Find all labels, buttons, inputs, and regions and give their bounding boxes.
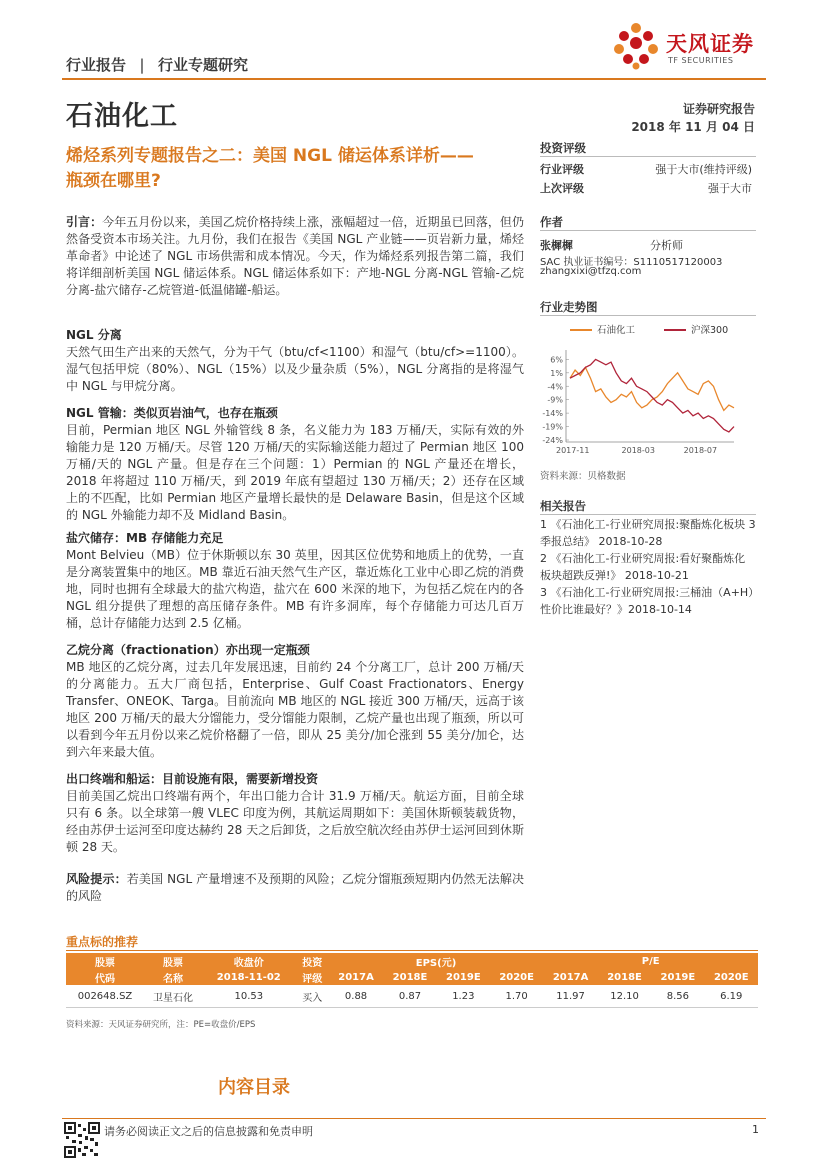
industry-trend-chart: [538, 318, 760, 460]
table-cell: 卫星石化: [144, 985, 202, 1008]
logo-text-en: TF SECURITIES: [668, 56, 734, 65]
table-cell: 002648.SZ: [66, 985, 144, 1008]
table-header-cell: 投资: [296, 953, 329, 969]
table-cell: 0.88: [329, 985, 384, 1008]
y-tick-label: -19%: [542, 422, 563, 432]
section-text-ngl-separation: 天然气田生产出来的天然气，分为干气（btu/cf<1100）和湿气（btu/cf>=1100）。湿气包括甲烷（80%）、NGL（15%）以及少量杂质（5%），NGL 分离指的是将湿气中 NGL 与甲烷分离。: [66, 345, 524, 393]
table-cell: 8.56: [651, 985, 704, 1008]
table-row: [66, 985, 758, 1008]
rating-label: 行业评级: [540, 163, 584, 176]
x-tick-label: 2018-07: [683, 446, 718, 455]
legend-label: 沪深300: [691, 325, 729, 336]
table-header-cell: 股票: [144, 953, 202, 969]
footer-disclaimer: 请务必阅读正文之后的信息披露和免责申明: [104, 1125, 313, 1138]
risk-paragraph: [66, 871, 524, 905]
category-separator: |: [139, 56, 145, 74]
section-title-export-terminal: 出口终端和船运：目前设施有限，需要新增投资: [66, 772, 319, 786]
rating-row-current: [540, 161, 752, 177]
table-header-cell: 评级: [296, 969, 329, 985]
y-tick-label: -24%: [542, 436, 563, 445]
title-line-1: 烯烃系列专题报告之二：美国 NGL 储运体系详析——: [66, 146, 474, 166]
table-cell: 1.23: [437, 985, 490, 1008]
series-line: [570, 359, 734, 432]
related-rule: [540, 514, 756, 515]
footer-rule: [62, 1118, 766, 1119]
author-rule: [540, 230, 756, 231]
toc-title: 内容目录: [218, 1077, 290, 1098]
section-text-export-terminal: 目前美国乙烷出口终端有两个，年出口能力合计 31.9 万桶/天。航运方面，目前全球只有 6 条。以全球第一艘 VLEC 印度为例，其航运周期如下：美国休斯顿装载货物，经由苏伊士运河至印度达赫约 28 天之后卸货，之后放空航次经由苏伊士运河回到休斯顿 28 天。: [66, 789, 524, 854]
author-heading: 作者: [540, 215, 563, 229]
related-report-item[interactable]: 3 《石油化工-行业研究周报:三桶油（A+H）性价比谁最好？》2018-10-14: [540, 586, 754, 616]
table-header-cell: 2017A: [543, 969, 598, 985]
table-header-cell: 名称: [144, 969, 202, 985]
section-title-ngl-pipeline: NGL 管输：类似页岩油气，也存在瓶颈: [66, 406, 278, 420]
rating-label: 上次评级: [540, 182, 584, 195]
report-date: 2018 年 11 月 04 日: [631, 120, 755, 134]
table-header-cell: 股票: [66, 953, 144, 969]
table-header-cell: 2020E: [490, 969, 543, 985]
section-title-ethane-fractionation: 乙烷分离（fractionation）亦出现一定瓶颈: [66, 643, 310, 657]
author-row: [540, 237, 752, 253]
section-text-ngl-pipeline: 目前，Permian 地区 NGL 外输管线 8 条，名义能力为 183 万桶/天，实际有效的外输能力是 120 万桶/天。尽管 120 万桶/天的实际输送能力超过了 Permian 地区 100 万桶/天的 NGL 产量。但是存在三个问题：1）Permian 的 NGL 产量还在增长，2018 年将超过 110 万桶/天，到 2019 年底有望超过 130 万桶/天；2）还存在区域上的不匹配，比如 Permian 地区产量增长最快的是 Delaware Basin，但是这个区域的 NGL 外输能力却不及 Midland Basin。: [66, 423, 524, 522]
logo-text-cn: 天风证券: [666, 32, 754, 56]
legend-label: 石油化工: [597, 325, 636, 336]
page-number: 1: [752, 1123, 759, 1136]
table-header-row-2: [66, 969, 758, 985]
report-category: [66, 54, 248, 75]
table-cell: 1.70: [490, 985, 543, 1008]
table-header-cell: EPS(元): [329, 953, 544, 969]
section-title-ngl-separation: NGL 分离: [66, 328, 122, 342]
trend-heading: 行业走势图: [540, 300, 598, 314]
category-secondary: 行业专题研究: [157, 56, 248, 74]
tf-logo-icon: [612, 22, 660, 70]
section-title-salt-cavern: 盐穴储存：MB 存储能力充足: [66, 531, 224, 545]
table-header-cell: 2020E: [705, 969, 758, 985]
y-tick-label: -9%: [547, 395, 563, 405]
risk-text: 若美国 NGL 产量增速不及预期的风险；乙烷分馏瓶颈短期内仍然无法解决的风险: [66, 872, 524, 903]
related-heading: 相关报告: [540, 499, 586, 513]
rating-row-previous: [540, 180, 752, 196]
rating-rule: [540, 156, 756, 157]
table-header-row-1: [66, 953, 758, 969]
table-cell: 0.87: [383, 985, 436, 1008]
sector-title: 石油化工: [66, 101, 178, 132]
intro-paragraph: [66, 214, 524, 299]
category-primary: 行业报告: [66, 56, 127, 74]
rating-value: 强于大市(维持评级): [655, 163, 752, 176]
table-top-rule: [66, 950, 758, 951]
author-cert: SAC 执业证书编号：S1110517120003: [540, 257, 723, 268]
table-caption: 重点标的推荐: [66, 935, 139, 949]
report-type: 证券研究报告: [682, 102, 755, 116]
table-header-cell: P/E: [543, 953, 758, 969]
chart-source: 资料来源：贝格数据: [540, 471, 626, 482]
trend-rule: [540, 315, 756, 316]
recommendation-table: [66, 953, 758, 1008]
table-header-cell: 2017A: [329, 969, 384, 985]
section-text-ethane-fractionation: MB 地区的乙烷分离，过去几年发展迅速，目前约 24 个分离工厂，总计 200 万桶/天的分离能力。五大厂商包括，Enterprise、Gulf Coast Fractionators、Energy Transfer、ONEOK、Targa。目前流向 MB 地区的 NGL 接近 300 万桶/天，远高于该地区 200 万桶/天的最大分馏能力，受分馏能力限制，乙烷产量也出现了瓶颈，所以可以看到今年五月份以来乙烷价格翻了一倍，即从 25 美分/加仑涨到 55 美分/加仑，达到六年来最大值。: [66, 660, 524, 759]
table-cell: 买入: [296, 985, 329, 1008]
table-header-cell: 2018E: [598, 969, 651, 985]
title-line-2: 瓶颈在哪里?: [66, 171, 161, 191]
related-report-item[interactable]: 1 《石油化工-行业研究周报:聚酯炼化板块 3 季报总结》 2018-10-28: [540, 518, 756, 548]
x-tick-label: 2017-11: [556, 446, 590, 455]
risk-label: 风险提示：: [66, 872, 127, 886]
table-header-cell: 2018E: [383, 969, 436, 985]
report-title: [66, 144, 524, 194]
y-tick-label: 1%: [550, 368, 563, 378]
y-tick-label: 6%: [550, 355, 563, 365]
table-note: 资料来源：天风证券研究所，注：PE=收盘价/EPS: [66, 1020, 256, 1030]
qr-code-icon: [64, 1122, 100, 1158]
table-cell: 6.19: [705, 985, 758, 1008]
y-tick-label: -4%: [547, 382, 563, 392]
author-name: 张樨樨: [540, 239, 573, 252]
table-header-cell: 收盘价: [202, 953, 296, 969]
table-header-cell: 2019E: [651, 969, 704, 985]
related-report-item[interactable]: 2 《石油化工-行业研究周报:看好聚酯炼化板块超跌反弹!》 2018-10-21: [540, 552, 746, 582]
intro-text: 今年五月份以来，美国乙烷价格持续上涨，涨幅超过一倍，近期虽已回落，但仍然备受资本市场关注。九月份，我们在报告《美国 NGL 产业链——页岩新力量，烯烃革命者》中论述了 NGL 市场供需和成本情况。今天，作为烯烃系列报告第二篇，我们将详细剖析美国 NGL 储运体系。NGL 储运体系如下：产地-NGL 分离-NGL 管输-乙烷分离-盐穴储存-乙烷管道-低温储罐-船运。: [66, 215, 524, 297]
y-tick-label: -14%: [542, 409, 563, 419]
header-divider: [62, 78, 766, 80]
section-text-salt-cavern: Mont Belvieu（MB）位于休斯顿以东 30 英里，因其区位优势和地质上的优势，一直是分离装置集中的地区。MB 靠近石油天然气生产区，靠近炼化工业中心即乙烷的消费地，同时也拥有全球最大的盐穴构造，盐穴在 600 米深的地下，为包括乙烷在内的各 NGL 组分提供了理想的高压储存条件。MB 有许多洞库，每个存储能力可达几百万桶，总计存储能力达到 2.5 亿桶。: [66, 548, 524, 630]
x-tick-label: 2018-03: [621, 446, 655, 455]
author-email[interactable]: zhangxixi@tfzq.com: [540, 266, 642, 277]
table-header-cell: 2018-11-02: [202, 969, 296, 985]
table-cell: 10.53: [202, 985, 296, 1008]
table-header-cell: 2019E: [437, 969, 490, 985]
rating-heading: 投资评级: [540, 141, 586, 155]
table-cell: 11.97: [543, 985, 598, 1008]
table-header-cell: 代码: [66, 969, 144, 985]
rating-value: 强于大市: [708, 182, 752, 195]
series-line: [570, 367, 734, 410]
intro-label: 引言：: [66, 215, 103, 229]
author-role: 分析师: [650, 239, 683, 252]
tf-logo: [612, 22, 762, 74]
table-cell: 12.10: [598, 985, 651, 1008]
